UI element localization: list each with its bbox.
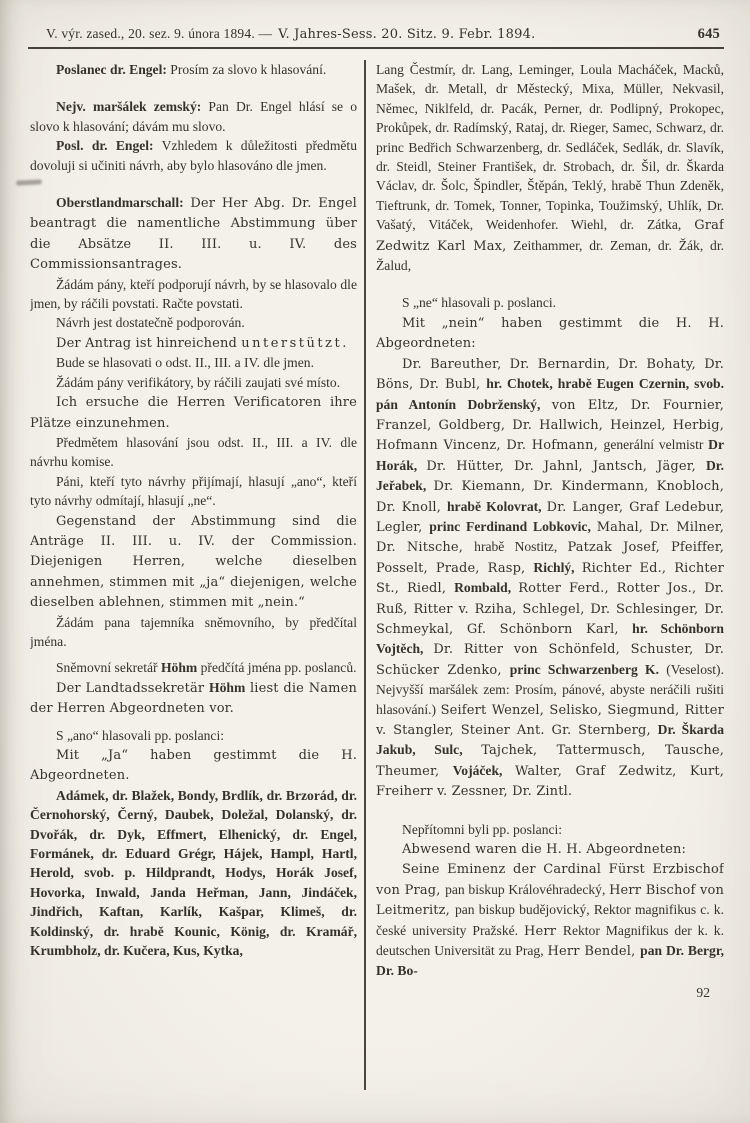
paragraph xyxy=(30,333,357,353)
latin-text: Návrh jest dostatečně podporován. xyxy=(56,315,245,331)
paragraph xyxy=(30,373,357,392)
latin-text: Lang Čestmír, dr. Lang, Leminger, Loula Macháček, Macků, Mašek, dr. Metall, dr Městecký, Mixa, Müller, Nekvasil, Němec, Niklfeld, dr. Pacák, Perner, dr. Podlipný, Prokopec, Prokůpek, dr. Radímský, Rataj, dr. Rieger, Samec, Schwarz, dr. princ Bedřich Schwarzenberg, dr. Sedláček, Sedlák, dr. Slavík, dr. Steidl, Steiner František, dr. Strobach, dr. Šil, dr. Škarda Václav, dr. Šolc, Špindler, Štěpán, Teklý, hrabě Thun Zdeněk, Tieftrunk, dr. Tomek, Tonner, Topinka, Toužimský, Uhlík, Dr. Vašatý, Vitáček, Weidenhofer. Wiehl, dr. Zátka, xyxy=(376,62,724,233)
header-rule xyxy=(28,47,724,49)
paragraph xyxy=(376,60,724,275)
paragraph xyxy=(30,136,357,175)
fraktur-text: Walter, Graf Zedwitz, Kurt, Freiherr v. Zessner, Dr. Zintl. xyxy=(376,763,724,800)
header-german-title: V. Jahres-Sess. 20. Sitz. 9. Febr. 1894. xyxy=(278,27,536,42)
fraktur-text: Herr Bischof von Leitmeritz, xyxy=(376,882,724,919)
paragraph xyxy=(30,786,357,961)
latin-text: Rektor Magnifikus der k. k. deutschen Universität zu Prag, xyxy=(376,922,724,959)
latin-text: hr. Chotek, hrabě Eugen Czernin, svob. pán Antonín Dobrženský, xyxy=(376,376,724,412)
fraktur-text: Dr. Ritter von Schönfeld, Schuster, Dr. Schücker Zdenko, xyxy=(376,642,724,678)
page-number: 645 xyxy=(697,26,720,42)
latin-text: Páni, kteří tyto návrhy přijímají, hlasují „ano“, kteří tyto návrhy odmítají, hlasují „ne“. xyxy=(30,473,357,509)
paragraph xyxy=(376,820,724,839)
latin-text: Žádám pana tajemníka sněmovního, by předčítal jména. xyxy=(30,614,357,649)
paragraph xyxy=(30,613,357,652)
latin-text: Žádám pány verifikátory, by ráčili zaujati své místo. xyxy=(56,374,341,390)
fraktur-text: Dr. Hütter, Dr. Jahnl, Jantsch, Jäger, xyxy=(426,458,706,474)
latin-text: Předmětem hlasování jsou odst. II., III. a IV. dle návrhu komise. xyxy=(30,434,357,470)
latin-text: S „ano“ hlasovali pp. poslanci: xyxy=(56,727,224,743)
paragraph xyxy=(376,354,724,802)
paragraph xyxy=(30,60,357,79)
paragraph xyxy=(30,97,357,136)
fraktur-text: Mahal, Dr. Milner, Dr. Nitsche, xyxy=(376,519,724,556)
fraktur-text: Mit „Ja“ haben gestimmt die H. Abgeordneten. xyxy=(30,748,357,784)
header-czech-title: V. výr. zased., 20. sez. 9. února 1894. — xyxy=(46,26,273,41)
latin-text: Nejv. maršálek zemský: xyxy=(56,99,202,115)
paragraph xyxy=(30,658,357,677)
fraktur-text: Herr xyxy=(524,923,563,939)
paragraph xyxy=(30,745,357,786)
paragraph xyxy=(30,353,357,372)
paragraph xyxy=(30,678,357,719)
latin-text: Oberstlandmarschall: xyxy=(56,195,184,211)
fraktur-text: Tajchek, Tattermusch, Tausche, Theumer, xyxy=(376,743,724,779)
latin-text: Poslanec dr. Engel: xyxy=(56,62,167,77)
paragraph xyxy=(30,392,357,433)
paragraph xyxy=(30,433,357,472)
fraktur-text: . xyxy=(342,335,347,351)
latin-text: hrabě Nostitz, xyxy=(474,539,568,555)
latin-text: Žádám pány, kteří podporují návrh, by se hlasovalo dle jmen, by ráčili povstati. Račte povstati. xyxy=(30,276,357,312)
latin-text: hrabě Kolovrat, xyxy=(447,498,547,514)
latin-text: Dr. Jeřabek, xyxy=(376,457,724,494)
latin-text: princ Ferdinand Lobkovic, xyxy=(429,518,597,534)
latin-text: (Veselost). Nejvyšší maršálek zem: Prosím, pánové, abyste neráčili rušiti hlasování.) xyxy=(376,661,724,717)
latin-text: Sněmovní sekretář xyxy=(56,660,161,676)
latin-text: Dr Horák, xyxy=(376,437,724,473)
latin-text: předčítá jména pp. poslanců. xyxy=(197,660,357,676)
fraktur-text: Rotter Ferd., Rotter Jos., Dr. Ruß, Ritter v. Rziha, Schlegel, Dr. Schlesinger, Dr. Schmeykal, Gf. Schönborn Karl, xyxy=(376,581,724,637)
fraktur-text: Ich ersuche die Herren Verificatoren ihre Plätze einzunehmen. xyxy=(30,395,357,431)
paragraph xyxy=(376,313,724,354)
fraktur-text: unterstützt xyxy=(241,335,343,351)
fraktur-text: Graf Zedwitz Karl Max, xyxy=(376,218,724,254)
paragraph xyxy=(30,313,357,332)
latin-text: Nepřítomni byli pp. poslanci: xyxy=(402,821,563,837)
fraktur-text: Mit „nein“ haben gestimmt die H. H. Abgeordneten: xyxy=(376,315,724,352)
fraktur-text: Herr Bendel, xyxy=(547,944,641,960)
paragraph xyxy=(30,726,357,745)
fraktur-text: Dr. Kiemann, Dr. Kindermann, Knobloch, Dr. Knoll, xyxy=(376,479,724,515)
latin-text: 92 xyxy=(696,984,710,1000)
latin-text: Rombald, xyxy=(454,580,519,596)
latin-text: pan biskup budějovický, Rektor magnifikus c. k. české university Pražské. xyxy=(376,902,724,938)
right-column xyxy=(364,60,724,1090)
fraktur-text: Der Landtadssekretär xyxy=(56,680,210,696)
two-column-body xyxy=(30,60,724,1090)
latin-text: S „ne“ hlasovali p. poslanci. xyxy=(402,295,557,311)
fraktur-text: Richter Ed., Richter St., Riedl, xyxy=(376,560,724,597)
latin-text: Höhm xyxy=(209,679,246,695)
fraktur-text: von Eltz, Dr. Fournier, Franzel, Goldberg, Dr. Hallwich, Heinzel, Herbig, Hofmann Vincenz, Dr. Hofmann, xyxy=(376,397,724,454)
latin-text: Vojáček, xyxy=(452,762,515,778)
fraktur-text: Dr. Bareuther, Dr. Bernardin, Dr. Bohaty, Dr. Böns, Dr. Bubl, xyxy=(376,356,724,393)
paragraph xyxy=(30,193,357,275)
latin-text: Pan Dr. Engel hlásí se o slovo k hlasování; dávám mu slovo. xyxy=(30,99,357,134)
page-header xyxy=(46,26,720,43)
latin-text: Vzhledem k důležitosti předmětu dovoluji si učiniti návrh, aby bylo hlasováno dle jmen. xyxy=(30,138,357,173)
latin-text: Höhm xyxy=(160,660,198,676)
latin-text: Prosím za slovo k hlasování. xyxy=(166,62,327,77)
fraktur-text: Dr. Langer, Graf Ledebur, Legler, xyxy=(376,499,724,535)
latin-text: Dr. Škarda Jakub, Sulc, xyxy=(376,722,724,758)
sheet-number xyxy=(376,983,724,1002)
paragraph xyxy=(376,859,724,980)
fraktur-text: Seine Eminenz der Cardinal Fürst Erzbischof von Prag, xyxy=(376,862,724,898)
paragraph xyxy=(376,839,724,859)
fraktur-text: Der Antrag ist hinreichend xyxy=(56,335,242,351)
latin-text: Posl. dr. Engel: xyxy=(56,138,154,154)
latin-text: Bude se hlasovati o odst. II., III. a IV. dle jmen. xyxy=(56,355,314,371)
latin-text: generální velmistr xyxy=(603,437,709,453)
fraktur-text: Der Her Abg. Dr. Engel beantragt die namentliche Abstimmung über die Absätze II. III. u. IV. des Commissionsantrages. xyxy=(30,196,357,273)
latin-text: Adámek, dr. Blažek, Bondy, Brdlík, dr. Brzorád, dr. Černohorský, Černý, Daubek, Doležal, Dolanský, dr. Dvořák, dr. Dyk, Effmert, Elhenický, dr. Engel, Formánek, dr. Eduard Grégr, Hájek, Hampl, Hartl, Herold, svob. p. Hildprandt, Hodys, Horák Josef, Hovorka, Inwald, Janda Heřman, Jann, Jindáček, Jindřich, Kaftan, Karlík, Kašpar, Klimeš, dr. Koldinský, dr. hrabě Kounic, König, dr. Kramář, Krumbholz, dr. Kučera, Kus, Kytka, xyxy=(30,787,357,959)
paragraph xyxy=(30,472,357,511)
fraktur-text: Seifert Wenzel, Selisko, Siegmund, Ritter v. Stangler, Steiner Ant. Gr. Sternberg, xyxy=(376,702,724,738)
latin-text: hr. Schönborn Vojtěch, xyxy=(376,620,724,657)
paragraph xyxy=(376,293,724,312)
paragraph xyxy=(30,511,357,613)
fraktur-text: liest die Namen der Herren Abgeordneten vor. xyxy=(30,680,357,717)
fraktur-text: Abwesend waren die H. H. Abgeordneten: xyxy=(402,842,687,858)
latin-text: pan Dr. Bergr, Dr. Bo- xyxy=(376,943,724,979)
latin-text: Zeithammer, dr. Zeman, dr. Žák, dr. Žalud, xyxy=(376,237,724,274)
paragraph xyxy=(30,275,357,314)
latin-text: pan biskup Královéhradecký, xyxy=(445,881,610,897)
left-column xyxy=(30,60,364,1090)
latin-text: princ Schwarzenberg K. xyxy=(509,661,667,677)
fraktur-text: Gegenstand der Abstimmung sind die Anträge II. III. u. IV. der Commission. Diejenigen Herren, welche dieselben annehmen, stimmen mit „ja“ diejenigen, welche dieselben ablehnen, stimmen mit „nein.“ xyxy=(30,513,357,611)
latin-text: Richlý, xyxy=(533,559,582,575)
fraktur-text: Patzak Josef, Pfeiffer, Posselt, Prade, Rasp, xyxy=(376,540,724,576)
